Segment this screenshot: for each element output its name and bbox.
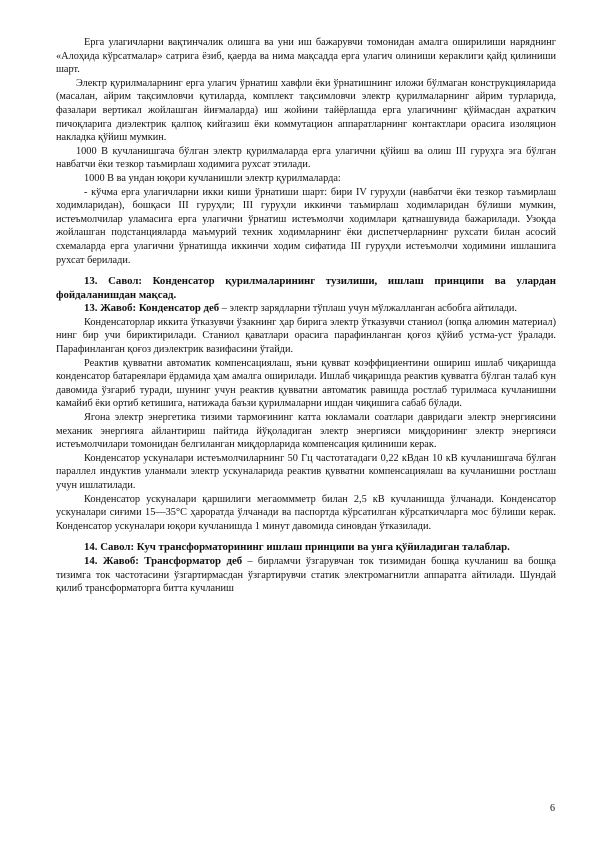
- question-13-heading: 13. Савол: Конденсатор қурилмаларининг тузилиши, ишлаш принципи ва улардан фойдаланишдан мақсад.: [56, 275, 556, 301]
- paragraph: Конденсатор ускуналари истеъмолчиларнинг 50 Гц частотатадаги 0,22 кВдан 10 кВ кучланишгача бўлган параллел индуктив уланмали электр ускуналарида реактив қувватни компенсациялаш ва кучланишни ростлаш учун ишлатилади.: [56, 452, 556, 491]
- document-page: [56, 36, 556, 596]
- page-number: 6: [550, 803, 555, 814]
- answer-14-lead: 14. Жавоб: Трансформатор деб: [84, 554, 243, 567]
- paragraph: Реактив қувватни автоматик компенсациялаш, яъни қувват коэффициентини ошириш ишлаб чиқаришда конденсатор батареялари ёрдамида ҳам амалга оширилади. Ишлаб чиқаришда реактив қувватга бўлган талаб кун давомида ўзгариб туради, шунинг учун реактив қувватни автоматик равишда ростлаб турилмаса кучланишни камайиб ёки ортиб кетишига, натижада баъзи қурилмаларни ишдан чиқишига сабаб бўлади.: [56, 357, 556, 410]
- answer-14-text: – бирламчи ўзгарувчан ток тизимидан бошқа кучланиш ва бошқа тизимга ток частотасини ўзгартирмасдан ўзгартирувчи статик электромагнитли аппаратга айтилади. Шундай қилиб трансформаторга битта кучланиш: [56, 555, 556, 595]
- paragraph: 1000 В ва ундан юқори кучланишли электр қурилмаларда:: [84, 172, 341, 184]
- paragraph: Конденсаторлар иккита ўтказувчи ўзакнинг ҳар бирига электр ўтказувчи станиол (юпқа алюмин материал) нинг бир учи бириктирилади. Станиол қаватлари орасига парафинланган қоғоз қўйиб устма-уст ўралади. Парафинланган қоғоз диэлектрик вазифасини ўтайди.: [56, 316, 556, 356]
- answer-13: [56, 302, 556, 316]
- paragraph: 1000 В кучланишгача бўлган электр қурилмаларда ерга улагични қўйиш ва олиш III гуруҳга эга бўлган навбатчи ёки тезкор таъмирлаш ходимига рухсат этилади.: [56, 145, 556, 171]
- paragraph: Конденсатор ускуналари қаршилиги мегаоммметр билан 2,5 кВ кучланишда ўлчанади. Конденсатор ускуналари сиғими 15—35°С ҳароратда ўлчанади ва паспортда кўрсатилган кўрсаткичларга мос бўлиши керак. Конденсатор ускуналари юқори кучланишда 1 минут давомида синовдан ўтказилади.: [56, 493, 556, 532]
- question-14-heading: 14. Савол: Куч трансформаторининг ишлаш принципи ва унга қўйиладиган талаблар.: [84, 541, 510, 554]
- answer-13-lead: 13. Жавоб: Конденсатор деб: [84, 302, 220, 315]
- paragraph: Ягона электр энергетика тизими тармоғининг катта юкламали соатлари давридаги электр энергиясини механик энергияга айлантириш пайтида йўқоладиган электр энергияси миқдорининг электр энергияси истеъмолчилари томонидан белгиланган миқдорларида компенсация қилиниши керак.: [56, 412, 556, 451]
- paragraph: Электр қурилмаларнинг ерга улагич ўрнатиш хавфли ёки ўрнатишнинг иложи бўлмаган конструкцияларида (масалан, айрим тақсимловчи қутиларда, комплект тақсимловчи электр қурилмаларнинг айрим турларида, фазалари вертикал жойлашган йиғмаларда) иш жойини тайёрлашда ерга улагичнинг қўймасдан аҳраткич пичоқларига диэлектрик қалпоқ кийгазиш ёки коммутацион аппаратларнинг контактлари орасига изоляцион накладка қўйиш мумкин.: [56, 77, 556, 144]
- paragraph: Ерга улагичларни вақтинчалик олишга ва уни иш бажарувчи томонидан амалга оширилиши наряднинг «Алоҳида кўрсатмалар» сатрига ёзиб, қаерда ва нима мақсадда ерга улагич олиниши кераклиги қайд қилиниши шарт.: [56, 37, 556, 76]
- paragraph: - кўчма ерга улагичларни икки киши ўрнатиши шарт: бири IV гуруҳли (навбатчи ёки тезкор таъмирлаш ходимларидан), бошқаси III гуруҳли; III гуруҳли иккинчи таъмирлаш ходимларидан бўлиши мумкин, истеъмолчилар уламасига ерга улагични ўрнатиш истеъмолчи ходимлари қатнашувида бажарилади. Узоқда жойлашган подстанцияларда маъмурий техник ходимларнинг ёки диспетчерларнинг рухсати билан асосий схемаларда ерга улагични ўрнатишда иккинчи ходим сифатида III гуруҳли истеъмолчи ходимини ишлашига рухсат берилади.: [56, 186, 556, 266]
- answer-13-text: – электр зарядларни тўплаш учун мўлжалланган асбобга айтилади.: [219, 303, 517, 315]
- answer-14: [56, 555, 556, 596]
